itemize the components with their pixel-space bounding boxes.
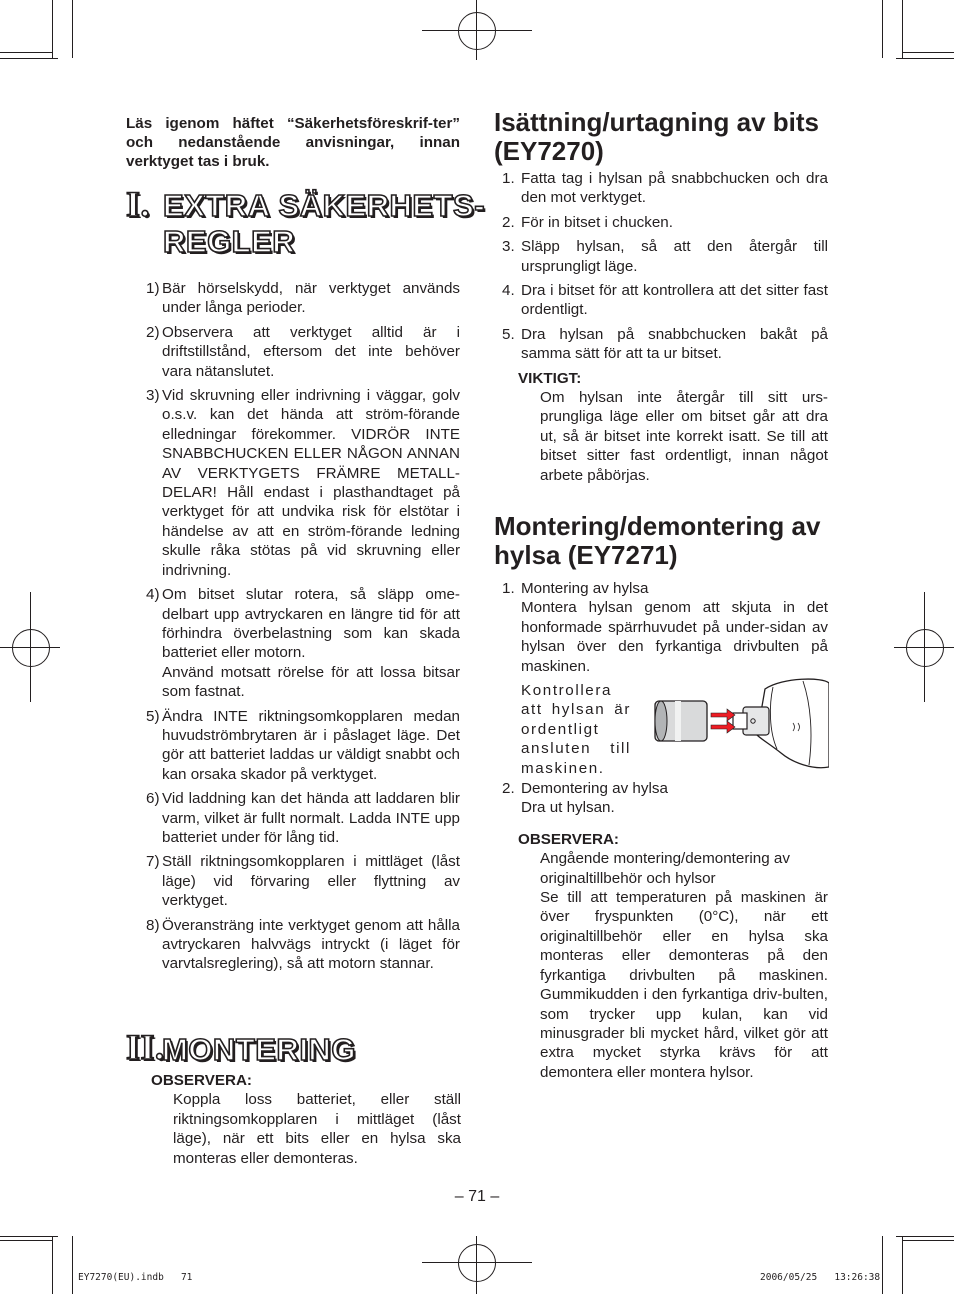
- socket-section: [494, 512, 828, 1082]
- socket-note: [518, 830, 828, 1082]
- list-item: 5. Dra hylsan på snabbchucken bakåt på samma sätt för att ta ur bitset.: [502, 325, 828, 363]
- bits-steps: [502, 169, 828, 364]
- section2-title: MONTERING: [162, 1032, 356, 1067]
- note-label: VIKTIGT:: [518, 369, 582, 387]
- list-item: 5) Ändra INTE riktningsomkopplaren medan huvudströmbrytaren är i påslaget läge. Det gör att batteriet laddas ur väldigt snabbt och kan orsaka skador på verktyget.: [146, 707, 460, 783]
- socket-step2: 2. Demontering av hylsa Dra ut hylsan.: [502, 779, 828, 818]
- note-text-2: Se till att temperaturen på maskinen är över fryspunkten (0°C), när ett originaltillbehör eller en hylsa ska monteras eller demonteras på den fyrkantiga drivbulten på maskinen. Gummikudden i den fyrkantiga driv-bulten, som trycker upp kulan, kan vid minusgrader bli mycket hård, vilket gör att extra mycket styrka krävs för att demontera eller montera hylsor.: [540, 889, 828, 1081]
- section2-note: [151, 1071, 461, 1168]
- note-label: OBSERVERA:: [151, 1072, 252, 1089]
- list-item: 6) Vid laddning kan det hända att laddaren blir varm, vilket är fullt normalt. Ladda INTE upp batteriet under för lång tid.: [146, 790, 460, 846]
- bits-note: [518, 369, 828, 485]
- section1-title-line2: REGLER: [163, 224, 296, 259]
- socket-step1: 1. Montering av hylsa Montera hylsan genom att skjuta in det honformade spärrhuvudet på under-sidan av hylsan över den fyrkantiga drivbulten på maskinen. Kontrollera att hylsan är ordentligt ansluten till maskinen.: [502, 580, 828, 777]
- list-item: 2) Observera att verktyget alltid är i driftstillstånd, eftersom det inte behöver vara nätanslutet.: [146, 323, 460, 380]
- page-number: – 71 –: [454, 1188, 500, 1205]
- note-text-1: Angående montering/demontering av originaltillbehör och hylsor: [540, 850, 790, 887]
- list-item: 2. För in bitset i chucken.: [502, 213, 673, 231]
- note-text: Koppla loss batteriet, eller ställ riktningsomkopplaren i mittläget (låst läge), när ett bits eller en hylsa ska monteras eller demonteras.: [173, 1091, 461, 1167]
- section2-numeral: II.: [126, 1027, 165, 1067]
- list-item: 4. Dra i bitset för att kontrollera att det sitter fast ordentligt.: [502, 282, 828, 319]
- list-item: 7) Ställ riktningsomkopplaren i mittläget (låst läge) vid förvaring eller flyttning av verktyget.: [146, 853, 460, 910]
- step-text: Dra ut hylsan.: [521, 799, 615, 817]
- step-title: Demontering av hylsa: [521, 780, 668, 798]
- right-column: [494, 108, 828, 485]
- note-text: Om hylsan inte återgår till sitt urs-prungliga läge eller om bitset går att dra ut, så är bitset inte korrekt isatt. Se till att bitset sitter fast ordentligt, innan något arbete påbörjas.: [540, 389, 828, 484]
- section1-list: [146, 279, 460, 974]
- list-item: 3) Vid skruvning eller indrivning i väggar, golv o.s.v. kan det hända att ström-förande elledningar förekommer. VIDRÖR INTE SNABBCHUCKEN ELLER NÅGON ANNAN AV VERKTYGETS FRÄMRE METALL-DELAR! Håll endast i plasthandtaget på verktyget för att undvika risk för elstötar i händelse av att en ström-förande ledning skulle råka stötas på vid skruvning eller indrivning.: [146, 387, 460, 579]
- footer-file: EY7270(EU).indb 71: [78, 1272, 193, 1283]
- section1-title-line1: EXTRA SÄKERHETS-: [163, 188, 486, 223]
- section1-numeral: I.: [126, 184, 151, 224]
- intro-text: Läs igenom häftet “Säkerhetsföreskrif-ter” och nedanstående anvisningar, innan verktyget tas i bruk.: [126, 115, 460, 170]
- section2-heading: [126, 1027, 466, 1070]
- list-item: 8) Överansträng inte verktyget genom att hålla avtryckaren halvvägs intryckt (i läget för varvtalsreglering), så att motorn stannar.: [146, 916, 460, 973]
- list-item: 4) Om bitset slutar rotera, så släpp ome-delbart upp avtryckaren en längre tid för att förhindra överbelastning som kan skada batteriet eller motorn. Använd motsatt rörelse för att lossa bitsar som fastnat.: [146, 586, 460, 701]
- step-text: Montera hylsan genom att skjuta in det honformade spärrhuvudet på under-sidan av hylsan över den fyrkantiga drivbulten på maskinen.: [521, 599, 828, 675]
- list-item: 1. Fatta tag i hylsan på snabbchucken och dra den mot verktyget.: [502, 170, 828, 207]
- footer-timestamp: 2006/05/25 13:26:38: [760, 1272, 881, 1283]
- list-item: 1) Bär hörselskydd, när verktyget används under långa perioder.: [146, 280, 460, 317]
- step-title: Montering av hylsa: [521, 580, 649, 597]
- list-item: 3. Släpp hylsan, så att den återgår till ursprungligt läge.: [502, 238, 828, 275]
- left-column: [126, 114, 486, 979]
- socket-illustration: [653, 675, 829, 771]
- step-check: Kontrollera att hylsan är ordentligt ansluten till maskinen.: [521, 681, 828, 777]
- note-label: OBSERVERA:: [518, 830, 619, 848]
- bits-title: Isättning/urtagning av bits (EY7270): [494, 107, 820, 166]
- socket-title: Montering/demontering av hylsa (EY7271): [494, 511, 821, 570]
- section1-heading: [126, 184, 486, 267]
